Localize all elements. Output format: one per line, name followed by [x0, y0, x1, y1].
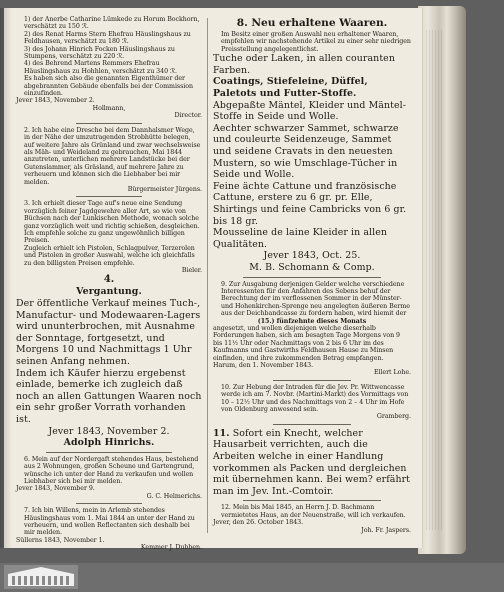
library-logo-icon	[4, 565, 78, 589]
notice-signature: G. C. Helmerichs.	[146, 492, 202, 500]
notice-signature: Gramberg.	[376, 413, 411, 421]
left-column	[16, 16, 202, 552]
notice-date: Jever, den 26. October 1843.	[213, 519, 304, 527]
product-line: Aechter schwarzer Sammet, schwarze und couleurte Seidenzeuge, Sammet und seidene Cravats in den neuesten Mustern, so wie Umschlage-Tücher in Seide und Wolle.	[213, 122, 399, 181]
notice-signature-role: Director.	[174, 112, 202, 120]
notice-large-text: Indem ich Käufer hierzu ergebenst einlade, bemerke ich zugleich daß noch an allen Gattungen Waaren noch ein sehr großer Vorrath vorhanden ist.	[16, 367, 202, 425]
notice-text: 3. Ich erhielt dieser Tage auf's neue eine Sendung vorzüglich feiner Jagdgewehre aller Art, so wie von Büchsen nach der Lunkischen Methode, wonach solche ganz vorzüglich weit und richtig schießen, desgleichen. Ich empfehle solche zu ganz ungewöhnlich billigen Preisen.	[24, 200, 200, 245]
notice-signature: Bieler.	[181, 267, 202, 274]
section-heading: Vergantung.	[76, 286, 142, 298]
notice-text: Es haben sich also die genannten Eigenthümer der abgebrannten Gebäude ebenfalls bei der Commission einzufinden.	[24, 75, 193, 98]
notice-date: Jever 1843, November 2.	[48, 425, 170, 437]
notice-signature: Kemmer J. Dubben.	[140, 544, 202, 552]
notice-large	[213, 428, 411, 498]
notice-text: 9. Zur Ausgabung derjenigen Gelder welche verschiedene Interessenten für den Anfahren des Sebens behuf der Berechtung der im verflossenen Sommer in der Münster- und Hohenkirchen-Sprenge neu angelegten äußeren Berme aus der Deichbandcasse zu fordern haben, wird hiemit der	[221, 280, 410, 318]
product-line: Mousseline de laine Kleider in allen Qualitäten.	[213, 227, 388, 250]
notice-text: 7. Ich bin Willens, mein in Arlemb stehendes Häuslingshaus vom 1. Mai 1844 an unter der Hand zu verheuern, und wollen Reflectanten sich deshalb bei mir melden.	[24, 507, 195, 537]
product-line: Feine ächte Cattune und französische Cattune, erstere zu 6 gr. pr. Elle, Shirtings und feine Cambricks von 6 gr. bis 18 gr.	[213, 180, 407, 227]
notice-text: 2. Ich habe eine Dresche bei dem Dannhalsmer Wege, in der Nähe der umzutragenden Strobhütte belegen, auf weitere Jahre als Grünland und zwar wechselsweise als Mäh- und Weideland zu gebrauchen, Mai 1844 anzutreten, unterlichen mehrere Landstücke bei der Gutenslammer, als Gräsland, auf mehrere Jahre zu verheuern und können sich die Liebhaber bei mir melden.	[24, 126, 201, 186]
notice-date: (15.) fünfzehnte dieses Monats	[257, 317, 367, 325]
right-column	[213, 16, 411, 534]
separator	[273, 424, 351, 425]
separator	[243, 277, 381, 278]
separator	[76, 123, 142, 124]
notice-date: Jever 1843, Oct. 25.	[263, 250, 361, 262]
list-item: 1) der Anerbe Catharine Lümkede zu Horum Bockhorn, verschätzt zu 150 ℛ.	[24, 16, 200, 31]
notice-signature: Ellert Lohe.	[373, 369, 411, 377]
notice-large-text: Der öffentliche Verkauf meines Tuch-, Manufactur- und Modewaaren-Lagers wird ununterbrochen, mit Ausnahme der Sonntage, fortgesetzt, und Morgens 10 und Nachmittags 1 Uhr seinen Anfang nehmen.	[16, 298, 201, 367]
notice-text: 10. Zur Hebung der Intraden für die Jev. Pr. Wittwencasse werde ich am 7. Novbr. (Martini-Markt) des Vormittags von 10 – 12½ Uhr und des Nachmittags von 2 – 4 Uhr im Hofe von Oldenburg anwesend sein.	[221, 383, 409, 413]
notice-signature: M. B. Schomann & Comp.	[249, 261, 375, 273]
notice-text: 6. Mein auf der Nordergaft stehendes Haus, bestehend aus 2 Wohnungen, großen Scheune und Gartengrund, wünsche ich unter der Hand zu verkaufen und wollen Liebhaber sich bei mir melden.	[24, 455, 199, 485]
separator	[46, 452, 172, 453]
section-number: 4.	[103, 274, 115, 286]
notice-date: Jever 1843, November 2.	[16, 97, 95, 105]
section-title: Neu erhaltene Waaren.	[251, 17, 388, 29]
notice-date: Harum, den 1. November 1843.	[213, 361, 314, 369]
notice-signature: Bürgermeister Jürgens.	[127, 185, 202, 193]
product-line: Coatings, Stiefeleine, Düffel, Paletots und Futter-Stoffe.	[213, 76, 368, 99]
notice-text: Im Besitz einer großen Auswahl neu erhaltener Waaren, empfehlen wir nachstehende Artikel zu einer sehr niedrigen Preisstellung angelegentlichst.	[221, 31, 411, 53]
notice-signature: Adolph Hinrichs.	[63, 437, 155, 449]
product-line: Tuche oder Laken, in allen couranten Farben.	[213, 53, 395, 76]
separator	[273, 380, 351, 381]
notice-date: Süllerns 1843, November 1.	[16, 536, 105, 544]
section-number: 11.	[213, 427, 230, 439]
section-heading	[213, 17, 411, 30]
product-line: Abgepaßte Mäntel, Kleider und Mäntel-Stoffe in Seide und Wolle.	[213, 99, 406, 123]
notice-text: angesetzt, und wollen diejenigen welche dieserhalb Forderungen haben, sich am besagten Tage Morgens von 9 bis 11½ Uhr oder Nachmittags von 2 bis 6 Uhr im des Kaufmanns und Gastwirths Feldhausen Hause zu Minsen einfinden, und ihre zukommenden Betrag empfangen.	[213, 324, 401, 362]
notice-signature: Joh. Fr. Jaspers.	[361, 526, 411, 534]
notice-text: 12. Mein bis Mai 1845, an Herrn J. D. Bachmann vermietetes Haus, an der Neuenstraße, will ich verkaufen.	[221, 504, 406, 519]
separator	[76, 196, 142, 197]
page-edge-lines	[426, 30, 444, 530]
notice-signature: Hollmann,	[92, 104, 126, 112]
list-item: 2) des Renat Harms Stern Ehefrau Häuslingshaus zu Feldhausen, verschätzt zu 180 ℛ.	[24, 30, 191, 46]
list-item: 4) des Behrend Martens Remmers Ehefrau Häuslingshaus zu Hohhlen, verschätzt zu 340 ℛ.	[24, 60, 177, 75]
separator	[243, 500, 381, 501]
notice-date: Jever 1843, November 9.	[16, 485, 95, 493]
notice-large-text: Sofort ein Knecht, welcher Hausarbeit verrichten, auch die Arbeiten welche in einer Handlung vorkommen als Packen und dergleichen mit übernehmen kann. Bei wem? erfährt man im Jev. Int.-Comtoir.	[213, 427, 411, 497]
column-divider	[207, 18, 208, 533]
spine-shadow	[0, 8, 12, 548]
notice-text: Zugleich erhielt ich Pistolen, Schlagpulver, Terzerolen und Pistolen in großer Auswahl, welche ich gleichfalls zu den billigsten Preisen empfehle.	[24, 244, 195, 267]
list-item: 3) des Johann Hinrich Focken Häuslingshaus zu Stumpens, verschätzt zu 220 ℛ.	[24, 45, 175, 61]
separator	[76, 503, 142, 504]
section-number: 8.	[236, 17, 248, 29]
